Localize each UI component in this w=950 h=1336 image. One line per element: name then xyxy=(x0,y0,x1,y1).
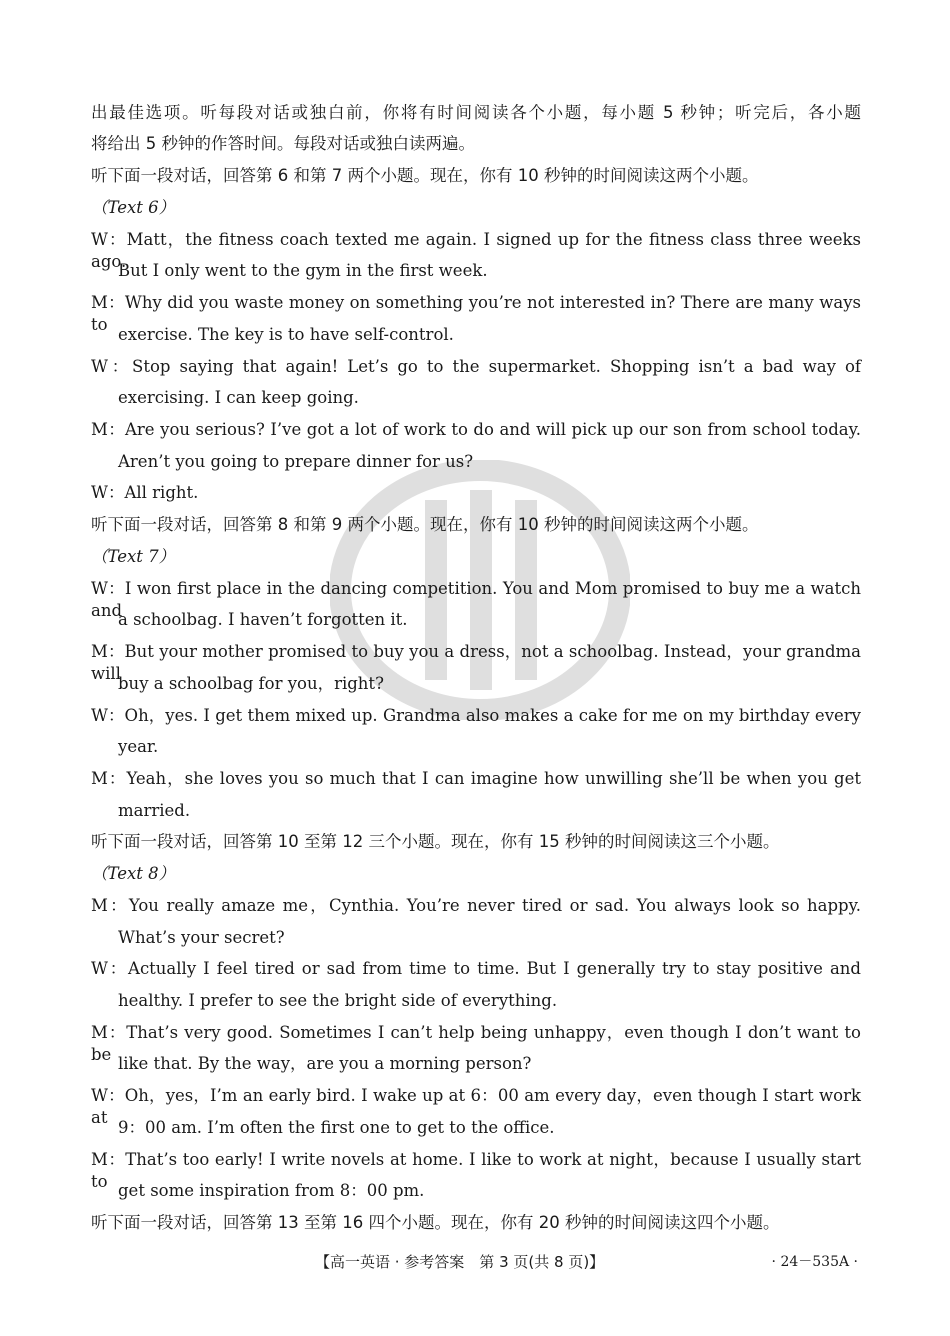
dialogue-line: M：But your mother promised to buy you a dress，not a schoolbag. Instead，your grandma will xyxy=(91,642,861,683)
dialogue-line: exercise. The key is to have self-control. xyxy=(118,325,454,344)
dialogue-line: What’s your secret? xyxy=(118,928,285,947)
section-instruction: 听下面一段对话，回答第 6 和第 7 两个小题。现在，你有 10 秒钟的时间阅读这两个小题。 xyxy=(91,166,759,185)
dialogue-line: W：Oh，yes. I get them mixed up. Grandma also makes a cake for me on my birthday every xyxy=(91,706,861,725)
dialogue-line: get some inspiration from 8：00 pm. xyxy=(118,1181,425,1200)
dialogue-line: buy a schoolbag for you，right? xyxy=(118,674,384,693)
section-instruction: 听下面一段对话，回答第 13 至第 16 四个小题。现在，你有 20 秒钟的时间阅读这四个小题。 xyxy=(91,1213,780,1232)
text-label: （Text 7） xyxy=(91,547,176,566)
dialogue-line: M：Yeah，she loves you so much that I can imagine how unwilling she’ll be when you get xyxy=(91,769,861,788)
text-label: （Text 6） xyxy=(91,198,176,217)
text-line: 出最佳选项。听每段对话或独白前，你将有时间阅读各个小题，每小题 5 秒钟；听完后，各小题 xyxy=(91,103,861,122)
dialogue-line: W：Matt，the fitness coach texted me again. I signed up for the fitness class three weeks ago. xyxy=(91,230,861,271)
dialogue-line: W：Actually I feel tired or sad from time to time. But I generally try to stay positive and xyxy=(91,959,861,978)
dialogue-line: W：Stop saying that again! Let’s go to the supermarket. Shopping isn’t a bad way of xyxy=(91,357,861,376)
dialogue-line: healthy. I prefer to see the bright side of everything. xyxy=(118,991,558,1010)
page-footer: 【高一英语 · 参考答案 第 3 页(共 8 页)】 xyxy=(315,1253,605,1271)
dialogue-line: W：I won first place in the dancing competition. You and Mom promised to buy me a watch and xyxy=(91,579,861,620)
dialogue-line: exercising. I can keep going. xyxy=(118,388,359,407)
text-line: 将给出 5 秒钟的作答时间。每段对话或独白读两遍。 xyxy=(91,134,475,153)
dialogue-line: W：Oh，yes，I’m an early bird. I wake up at 6：00 am every day，even though I start work at xyxy=(91,1086,861,1127)
dialogue-line: a schoolbag. I haven’t forgotten it. xyxy=(118,610,408,629)
text-label: （Text 8） xyxy=(91,864,176,883)
dialogue-line: M：Are you serious? I’ve got a lot of work to do and will pick up our son from school today. xyxy=(91,420,861,439)
dialogue-line: married. xyxy=(118,801,191,820)
dialogue-line: Aren’t you going to prepare dinner for us? xyxy=(118,452,474,471)
section-instruction: 听下面一段对话，回答第 10 至第 12 三个小题。现在，你有 15 秒钟的时间阅读这三个小题。 xyxy=(91,832,780,851)
dialogue-line: like that. By the way，are you a morning person? xyxy=(118,1054,532,1073)
dialogue-line: M：That’s very good. Sometimes I can’t help being unhappy，even though I don’t want to be xyxy=(91,1023,861,1064)
dialogue-line: 9：00 am. I’m often the first one to get to the office. xyxy=(118,1118,555,1137)
page-code: · 24－535A · xyxy=(771,1254,858,1270)
section-instruction: 听下面一段对话，回答第 8 和第 9 两个小题。现在，你有 10 秒钟的时间阅读这两个小题。 xyxy=(91,515,759,534)
dialogue-line: M：Why did you waste money on something you’re not interested in? There are many ways to xyxy=(91,293,861,334)
dialogue-line: W：All right. xyxy=(91,483,199,502)
dialogue-line: year. xyxy=(118,737,159,756)
dialogue-line: M：That’s too early! I write novels at home. I like to work at night，because I usually start to xyxy=(91,1150,861,1191)
dialogue-line: But I only went to the gym in the first week. xyxy=(118,261,488,280)
dialogue-line: M：You really amaze me，Cynthia. You’re never tired or sad. You always look so happy. xyxy=(91,896,861,915)
